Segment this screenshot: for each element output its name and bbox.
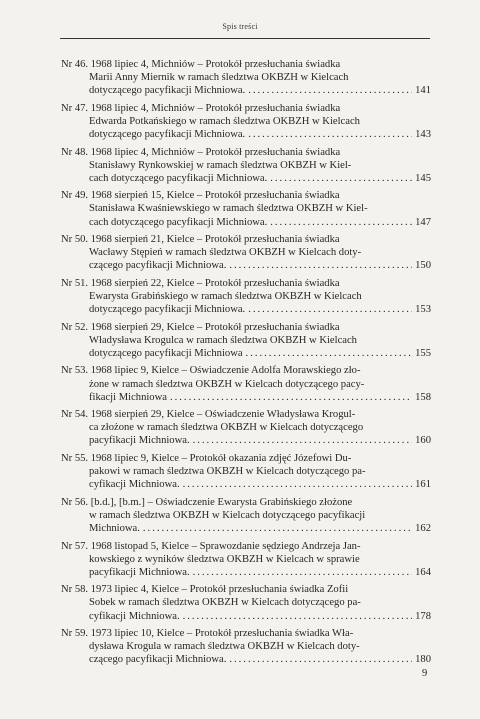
entry-text: Nr 57. 1968 listopad 5, Kielce – Sprawozdanie sędziego Andrzeja Jan- (61, 540, 361, 552)
entry-text: Marii Anny Miernik w ramach śledztwa OKBZH w Kielcach (89, 72, 349, 84)
entry-text: Ewarysta Grabińskiego w ramach śledztwa OKBZH w Kielcach (89, 291, 362, 302)
toc-entry-line (61, 653, 431, 666)
dot-leader (183, 610, 413, 623)
toc-entry-line (61, 259, 431, 272)
toc-entry-line (61, 478, 431, 491)
entry-text: Nr 52. 1968 sierpień 29, Kielce – Protokół przesłuchania świadka (61, 321, 340, 333)
toc-entry (61, 321, 431, 360)
dot-leader (246, 347, 413, 360)
toc-entry-line (61, 334, 431, 347)
entry-page-number: 158 (415, 391, 431, 403)
toc-entry-line (61, 290, 431, 303)
toc-entry (61, 233, 431, 272)
toc-entry (61, 583, 431, 622)
entry-text: Nr 56. [b.d.], [b.m.] – Oświadczenie Ewarysta Grabińskiego złożone (61, 496, 353, 508)
toc-entry (61, 627, 431, 666)
entry-text: Nr 46. 1968 lipiec 4, Michniów – Protokół przesłuchania świadka (61, 59, 341, 70)
header-rule (60, 38, 430, 39)
toc-entry-line (61, 347, 431, 360)
toc-entry-line (61, 452, 431, 465)
entry-text: kowskiego z wyników śledztwa OKBZH w Kielcach w sprawie (89, 553, 360, 565)
toc-entry (61, 540, 431, 579)
entry-text: cach dotyczącego pacyfikacji Michniowa. (89, 172, 268, 184)
entry-text: Nr 50. 1968 sierpień 21, Kielce – Protokół przesłuchania świadka (61, 234, 340, 246)
entry-text: cyfikacji Michniowa. (89, 479, 180, 491)
entry-text: cach dotyczącego pacyfikacji Michniowa. (89, 216, 268, 228)
dot-leader (183, 478, 413, 491)
toc-entry-line (61, 465, 431, 478)
entry-text: Nr 59. 1973 lipiec 10, Kielce – Protokół przesłuchania świadka Wła- (61, 628, 354, 640)
toc-entry-line (61, 303, 431, 316)
toc-entry-line (61, 364, 431, 377)
running-header: Spis treści (222, 22, 258, 31)
dot-leader (193, 566, 413, 579)
entry-text: ca złożone w ramach śledztwa OKBZH w Kielcach dotyczącego (89, 422, 364, 434)
entry-text: dotyczącego pacyfikacji Michniowa. (89, 85, 246, 97)
entry-text: Nr 48. 1968 lipiec 4, Michniów – Protokół przesłuchania świadka (61, 146, 341, 158)
entry-text: czącego pacyfikacji Michniowa. (89, 654, 227, 666)
entry-text: czącego pacyfikacji Michniowa. (89, 260, 227, 272)
entry-text: Nr 53. 1968 lipiec 9, Kielce – Oświadczenie Adolfa Morawskiego zło- (61, 365, 361, 377)
toc-entry-line (61, 146, 431, 159)
toc-entry (61, 496, 431, 535)
toc-entry-line (61, 172, 431, 185)
entry-text: Nr 54. 1968 sierpień 29, Kielce – Oświadczenie Władysława Krogul- (61, 409, 356, 421)
entry-page-number: 155 (415, 347, 431, 359)
toc-entry-line (61, 233, 431, 246)
entry-text: Michniowa. (89, 523, 140, 534)
toc-entry-line (61, 583, 431, 596)
entry-text: żone w ramach śledztwa OKBZH w Kielcach dotyczącego pacy- (89, 378, 365, 390)
dot-leader (270, 172, 412, 185)
toc-entry (61, 408, 431, 447)
dot-leader (248, 303, 412, 316)
toc-entry-line (61, 553, 431, 566)
dot-leader (229, 653, 412, 666)
entry-page-number: 141 (415, 85, 431, 97)
toc-entry-line (61, 189, 431, 202)
toc-entry-line (61, 627, 431, 640)
entry-page-number: 162 (415, 523, 431, 534)
dot-leader (270, 216, 412, 229)
toc-entry-line (61, 216, 431, 229)
page-number: 9 (422, 668, 428, 679)
toc-entry-line (61, 522, 431, 535)
toc-entry (61, 102, 431, 141)
toc-entry (61, 364, 431, 403)
toc-entry (61, 58, 431, 97)
entry-text: Stanisława Kwaśniewskiego w ramach śledztwa OKBZH w Kiel- (89, 203, 368, 215)
entry-page-number: 160 (415, 435, 431, 447)
entry-text: Nr 49. 1968 sierpień 15, Kielce – Protokół przesłuchania świadka (61, 190, 340, 202)
dot-leader (248, 84, 412, 97)
entry-text: dotyczącego pacyfikacji Michniowa (89, 347, 243, 359)
entry-text: Władysława Krogulca w ramach śledztwa OKBZH w Kielcach (89, 334, 357, 346)
toc-entry (61, 277, 431, 316)
toc-entry-line (61, 596, 431, 609)
toc-entry-line (61, 102, 431, 115)
dot-leader (229, 259, 412, 272)
entry-text: Sobek w ramach śledztwa OKBZH w Kielcach dotyczącego pa- (89, 597, 361, 609)
dot-leader (170, 391, 412, 404)
entry-page-number: 161 (415, 479, 431, 491)
entry-text: dysława Krogula w ramach śledztwa OKBZH w Kielcach doty- (89, 641, 360, 653)
toc-entry-line (61, 509, 431, 522)
toc-entry-line (61, 640, 431, 653)
toc-entry-line (61, 115, 431, 128)
entry-text: dotyczącego pacyfikacji Michniowa. (89, 128, 246, 140)
toc-entry-line (61, 84, 431, 97)
entry-text: Edwarda Potkańskiego w ramach śledztwa OKBZH w Kielcach (89, 115, 360, 127)
toc-entry-line (61, 378, 431, 391)
entry-text: Nr 58. 1973 lipiec 4, Kielce – Protokół przesłuchania świadka Zofii (61, 584, 349, 596)
entry-text: Nr 55. 1968 lipiec 9, Kielce – Protokół okazania zdjęć Józefowi Du- (61, 453, 352, 465)
toc-entry-line (61, 566, 431, 579)
toc-entry-line (61, 434, 431, 447)
entry-text: Stanisławy Rynkowskiej w ramach śledztwa OKBZH w Kiel- (89, 159, 352, 171)
toc-entry-line (61, 128, 431, 141)
toc-entry (61, 146, 431, 185)
dot-leader (193, 434, 413, 447)
entry-page-number: 147 (415, 216, 431, 228)
entry-page-number: 145 (415, 172, 431, 184)
entry-page-number: 178 (415, 610, 431, 622)
toc-entry-line (61, 421, 431, 434)
entry-text: cyfikacji Michniowa. (89, 610, 180, 622)
toc-entry (61, 189, 431, 228)
entry-page-number: 180 (415, 654, 431, 666)
entry-text: Nr 47. 1968 lipiec 4, Michniów – Protokół przesłuchania świadka (61, 102, 341, 114)
dot-leader (248, 128, 412, 141)
toc-entry-line (61, 277, 431, 290)
toc-entry-line (61, 391, 431, 404)
toc-entry-line (61, 202, 431, 215)
entry-text: Nr 51. 1968 sierpień 22, Kielce – Protokół przesłuchania świadka (61, 277, 340, 289)
toc-entry-line (61, 246, 431, 259)
toc-entry-line (61, 496, 431, 509)
entry-text: pacyfikacji Michniowa. (89, 435, 190, 447)
entry-page-number: 143 (415, 128, 431, 140)
entry-page-number: 153 (415, 304, 431, 316)
entry-text: fikacji Michniowa (89, 391, 167, 403)
entry-text: pacyfikacji Michniowa. (89, 566, 190, 578)
toc-entry-line (61, 540, 431, 553)
toc-entry-line (61, 159, 431, 172)
entry-text: dotyczącego pacyfikacji Michniowa. (89, 304, 246, 316)
toc-entry-line (61, 321, 431, 334)
dot-leader (143, 522, 412, 535)
toc-entry (61, 452, 431, 491)
entry-text: w ramach śledztwa OKBZH w Kielcach dotyczącego pacyfikacji (89, 509, 366, 521)
toc-entry-line (61, 408, 431, 421)
entry-page-number: 164 (415, 566, 431, 578)
entry-page-number: 150 (415, 260, 431, 272)
entry-text: Wacławy Stępień w ramach śledztwa OKBZH w Kielcach doty- (89, 247, 362, 259)
toc-entry-line (61, 58, 431, 71)
entry-text: pakowi w ramach śledztwa OKBZH w Kielcach dotyczącego pa- (89, 466, 366, 478)
toc-entry-line (61, 610, 431, 623)
table-of-contents (61, 58, 431, 671)
toc-entry-line (61, 71, 431, 84)
